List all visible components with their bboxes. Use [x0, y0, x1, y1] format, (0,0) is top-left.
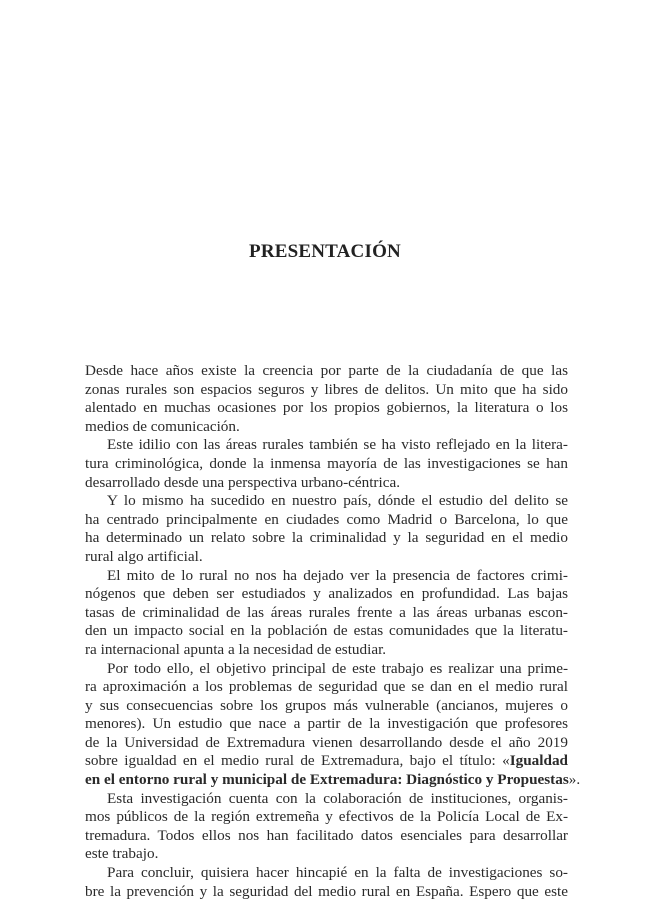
page-title: PRESENTACIÓN [249, 241, 401, 262]
text-line [85, 622, 568, 641]
text-line [85, 660, 568, 679]
text-line [85, 381, 568, 400]
text-line [85, 567, 568, 586]
line-text: menores). Un estudio que nace a partir de la investigación que profesores [85, 715, 568, 733]
bold-title-text: en el entorno rural y municipal de Extremadura: Diagnóstico y Propuestas [85, 771, 569, 789]
text-line [85, 697, 568, 716]
text-line [85, 455, 568, 474]
line-text: tasas de criminalidad de las áreas rurales frente a las áreas urbanas escon- [85, 603, 568, 621]
line-text: tremadura. Todos ellos nos han facilitado datos esenciales para desarrollar [85, 826, 568, 844]
text-line [85, 548, 568, 567]
line-text: El mito de lo rural no nos ha dejado ver la presencia de factores crimi- [107, 566, 568, 584]
text-line [85, 827, 568, 846]
body-text [85, 362, 581, 901]
line-text: ra aproximación a los problemas de seguridad que se dan en el medio rural [85, 678, 568, 696]
line-text: den un impacto social en la población de estas comunidades que la literatu- [85, 622, 568, 640]
text-line [85, 771, 581, 790]
line-text: desarrollado desde una perspectiva urbano-céntrica. [85, 473, 400, 491]
text-line [85, 585, 568, 604]
line-text: medios de comunicación. [85, 417, 240, 435]
line-text: ha centrado principalmente en ciudades como Madrid o Barcelona, lo que [85, 510, 568, 528]
text-line [85, 864, 568, 883]
line-text: bre la prevención y la seguridad del medio rural en España. Espero que este [85, 882, 568, 900]
line-text: y sus consecuencias sobre los grupos más vulnerable (ancianos, mujeres o [85, 696, 568, 714]
text-line [85, 641, 568, 660]
text-line [85, 492, 568, 511]
line-text: de la Universidad de Extremadura vienen desarrollando desde el año 2019 [85, 733, 568, 751]
text-line [85, 362, 568, 381]
text-line [85, 604, 568, 623]
line-text: tura criminológica, donde la inmensa mayoría de las investigaciones se han [85, 454, 568, 472]
text-line [85, 529, 568, 548]
line-text: este trabajo. [85, 845, 159, 863]
line-text: mos públicos de la región extremeña y efectivos de la Policía Local de Ex- [85, 808, 568, 826]
text-line [85, 418, 568, 437]
line-text: ra internacional apunta a la necesidad de estudiar. [85, 640, 387, 658]
text-line [85, 511, 568, 530]
line-text: Este idilio con las áreas rurales también se ha visto reflejado en la litera- [107, 436, 568, 454]
line-text: sobre igualdad en el medio rural de Extremadura, bajo el título: « [85, 752, 510, 770]
text-line [85, 752, 568, 771]
text-line [85, 436, 568, 455]
line-text: Esta investigación cuenta con la colaboración de instituciones, organis- [107, 789, 568, 807]
line-text: Desde hace años existe la creencia por parte de la ciudadanía de que las [85, 362, 568, 379]
line-text: zonas rurales son espacios seguros y libres de delitos. Un mito que ha sido [85, 380, 568, 398]
line-text: alentado en muchas ocasiones por los propios gobiernos, la literatura o los [85, 399, 568, 417]
text-line [85, 715, 568, 734]
text-line [85, 399, 568, 418]
line-text: ha determinado un relato sobre la criminalidad y la seguridad en el medio [85, 529, 568, 547]
line-text: Y lo mismo ha sucedido en nuestro país, dónde el estudio del delito se [107, 492, 568, 510]
text-line [85, 845, 568, 864]
text-line [85, 883, 568, 902]
line-text: Por todo ello, el objetivo principal de este trabajo es realizar una prime- [107, 659, 568, 677]
line-text: rural algo artificial. [85, 547, 203, 565]
text-line [85, 474, 568, 493]
text-line [85, 678, 568, 697]
text-line [85, 734, 568, 753]
bold-title-text: Igualdad [509, 752, 568, 770]
line-text: nógenos que deben ser estudiados y analizados en profundidad. Las bajas [85, 585, 568, 603]
line-text: Para concluir, quisiera hacer hincapié en la falta de investigaciones so- [107, 864, 568, 882]
text-line [85, 790, 568, 809]
text-line [85, 808, 568, 827]
line-text-after: ». [568, 771, 581, 789]
